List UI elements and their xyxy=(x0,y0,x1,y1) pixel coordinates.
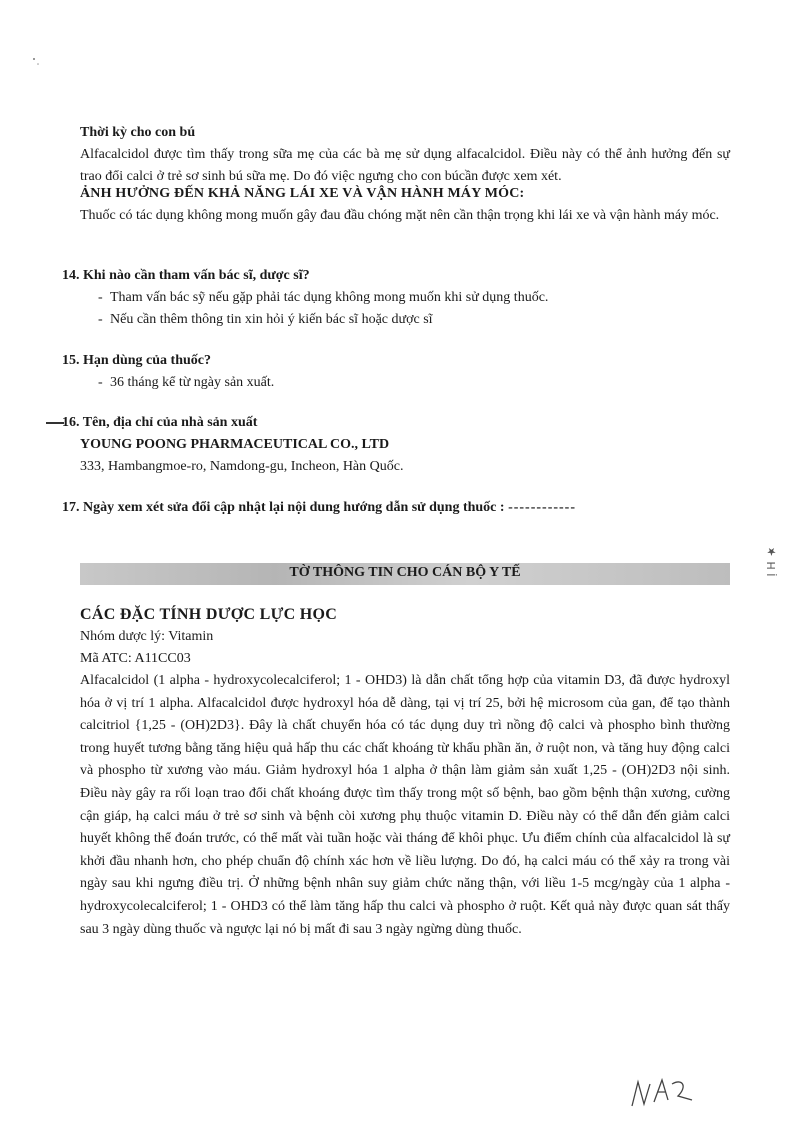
list-item: - Nếu cần thêm thông tin xin hỏi ý kiến bác sĩ hoặc dược sĩ xyxy=(80,309,712,331)
section-14-title: 14. Khi nào cần tham vấn bác sĩ, dược sĩ? xyxy=(62,268,310,283)
section-15-title: 15. Hạn dùng của thuốc? xyxy=(62,353,211,368)
atc-code: Mã ATC: A11CC03 xyxy=(80,651,191,666)
nursing-section xyxy=(80,122,730,188)
section-17-title: 17. Ngày xem xét sửa đổi cập nhật lại nội dung hướng dẫn sử dụng thuốc : xyxy=(62,500,505,515)
pharmacodynamics-title: CÁC ĐẶC TÍNH DƯỢC LỰC HỌC xyxy=(80,606,338,623)
initials-signature xyxy=(628,1070,728,1115)
section-17-dashes: ------------ xyxy=(508,500,577,515)
professional-info-banner xyxy=(80,563,730,585)
margin-stamp: Ị H ★ xyxy=(765,545,778,577)
section-15 xyxy=(62,350,712,394)
banner-label: TỜ THÔNG TIN CHO CÁN BỘ Y TẾ xyxy=(289,565,521,580)
list-item: - 36 tháng kể từ ngày sản xuất. xyxy=(80,372,712,394)
driving-section xyxy=(80,183,730,227)
pharmacodynamics-body: Alfacalcidol (1 alpha - hydroxycolecalciferol; 1 - OHD3) là dẫn chất tổng hợp của vitamin D3, đã được hydroxyl hóa ở vị trí 1 alpha. Alfacalcidol được hydroxyl hóa dễ dàng, tại vị trí 25, bởi hệ microsom của gan, để tạo thành calcitriol {1,25 - (OH)2D3}. Đây là chất chuyển hóa có tác dụng duy trì nồng độ calci và phospho bình thường trong huyết tương bằng tăng hiệu quả hấp thu các chất khoáng từ khẩu phần ăn, ở ruột non, và tăng huy động calci và phospho từ xương vào máu. Giảm hydroxyl hóa 1 alpha ở thận làm giảm sản xuất 1,25 - (OH)2D3 nội sinh. Điều này gây ra rối loạn trao đổi chất khoáng được tìm thấy trong một số bệnh, bao gồm bệnh thận xương, cường cận giáp, hạ calci máu ở trẻ sơ sinh và bệnh còi xương phụ thuộc vitamin D. Điều này có thể dẫn đến giảm calci huyết không thể đoán trước, có thể mất vài tuần hoặc vài tháng để khôi phục. Ưu điểm chính của alfacalcidol là sự khởi đầu nhanh hơn, cho phép chuẩn độ chính xác hơn về liều lượng. Do đó, hạ calci máu có thể xảy ra trong vài ngày sau khi ngưng điều trị. Ở những bệnh nhân suy giảm chức năng thận, với liều 1-5 mcg/ngày của 1 alpha - hydroxycolecalciferol; 1 - OHD3 có thể làm tăng hấp thu calci và phospho ở ruột. Kết quả này được quan sát thấy sau 3 ngày dùng thuốc và ngược lại nó bị mất đi sau 3 ngày ngừng dùng thuốc. xyxy=(80,673,730,937)
section-14-list xyxy=(80,287,712,331)
driving-text: Thuốc có tác dụng không mong muốn gây đau đầu chóng mặt nên cần thận trọng khi lái xe và vận hành máy móc. xyxy=(80,208,720,223)
manufacturer-address: 333, Hambangmoe-ro, Namdong-gu, Incheon, Hàn Quốc. xyxy=(80,459,404,474)
nursing-title: Thời kỳ cho con bú xyxy=(80,125,196,140)
manufacturer-name: YOUNG POONG PHARMACEUTICAL CO., LTD xyxy=(80,437,390,452)
section-15-list xyxy=(80,372,712,394)
section-16-title: 16. Tên, địa chỉ của nhà sản xuất xyxy=(62,415,258,430)
driving-title: ẢNH HƯỞNG ĐẾN KHẢ NĂNG LÁI XE VÀ VẬN HÀNH MÁY MÓC: xyxy=(80,186,525,201)
section-17 xyxy=(62,497,742,519)
scan-speck xyxy=(30,55,44,67)
section-16 xyxy=(62,412,712,478)
pharmacological-group: Nhóm dược lý: Vitamin xyxy=(80,629,214,644)
nursing-text: Alfacalcidol được tìm thấy trong sữa mẹ của các bà mẹ sử dụng alfacalcidol. Điều này có thể ảnh hưởng đến sự trao đổi calci ở trẻ sơ sinh bú sữa mẹ. Do đó việc ngưng cho con búcần được xem xét. xyxy=(80,147,730,184)
section-14 xyxy=(62,265,712,331)
list-item: - Tham vấn bác sỹ nếu gặp phải tác dụng không mong muốn khi sử dụng thuốc. xyxy=(80,287,712,309)
pharmacodynamics-section xyxy=(80,604,730,941)
